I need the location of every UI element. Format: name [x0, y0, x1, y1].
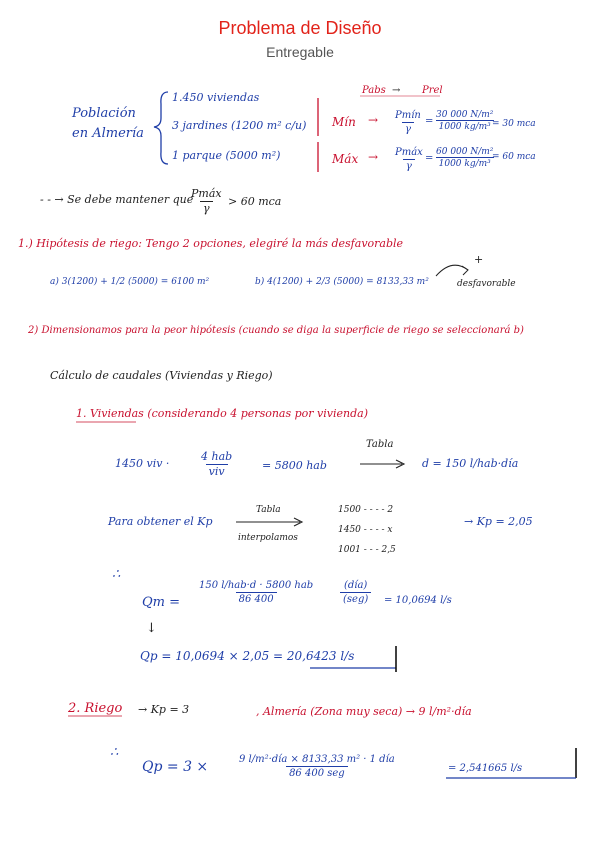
- habitantes-result: = 5800 hab: [262, 459, 327, 472]
- page-title: Problema de Diseño: [218, 18, 382, 38]
- riego-kp: → Kp = 3: [138, 703, 190, 716]
- section1-heading: 1.) Hipótesis de riego: Tengo 2 opciones, elegiré la más desfavorable: [18, 237, 404, 250]
- qp-riego-result: = 2,541665 l/s: [448, 763, 523, 774]
- pressure-max-rhs: $\frac{\text{60 000 N/m²}}{\text{1000 kg/m³}}$: [436, 147, 494, 170]
- hab-per-viv-fraction: 4 hab viv: [201, 450, 233, 478]
- therefore-symbol: ∴: [112, 567, 121, 582]
- down-arrow: ↓: [146, 621, 157, 636]
- document-page: Problema de Diseño Entregable Población en Almería 1.450 viviendas 3 jardines (1200 m² c/u) 1 parque (5000 m²) Pabs → Prel Mín → Pmín γ = $\frac{\text{30 000 N/m²}}{\text{1000 kg/m³}}$ = 30 mca Máx → Pmáx γ = $\frac{\text{60 000 N/m²}}{\text{1000 kg/m³}}$ = 60 mca - - → Se debe mantener que Pmáx γ > 60 mca 1.) Hipótesis de riego: Tengo 2 opciones, elegiré la más desfavorable a) 3(1200) + 1/2 (5000) = 6100 m² b) 4(1200) + 2/3 (5000) = 8133,33 m² + desfavorable 2) Dimensionamos para la peor hipótesis (cuando se diga la superficie de riego se seleccionará b) Cálculo de caudales (Viviendas y Riego) 1. Viviendas (considerando 4 personas por vivienda) 1450 viv · 4 hab viv = 5800 hab Tabla d = 150 l/hab·día Para obtener el Kp Tabla interpolamos 1500 - - - - 2 1450 - - - - x 1001 - - - 2,5 → Kp = 2,05 ∴ Qm = 150 l/hab·d · 5800 hab 86 400 (día) (seg) = 10,0694 l/s ↓ Qp = 10,0694 × 2,05 = 20,6423 l/s 2. Riego → Kp = 3 , Almería (Zona muy seca) → 9 l/m²·día ∴ Qp = 3 × 9 l/m²·día × 8133,33 m² · 1 día 86 400 seg = 2,541665 l/s: [0, 0, 600, 848]
- pressure-arrow: →: [392, 85, 401, 96]
- riego-heading: 2. Riego: [68, 701, 123, 716]
- tabla-label: Tabla: [366, 439, 394, 450]
- kp-label: Para obtener el Kp: [108, 515, 213, 528]
- qp-viviendas: Qp = 10,0694 × 2,05 = 20,6423 l/s: [140, 649, 355, 663]
- viviendas-heading: 1. Viviendas (considerando 4 personas por vivienda): [76, 407, 368, 420]
- population-item: 3 jardines (1200 m² c/u): [172, 119, 307, 132]
- condition-text: - - → Se debe mantener que: [40, 193, 194, 206]
- pressure-min-result: = 30 mca: [492, 119, 536, 129]
- population-label: Población en Almería: [72, 106, 144, 141]
- interp-row: 1450 - - - - x: [338, 525, 393, 535]
- qm-unit-fraction: (día) (seg): [340, 580, 371, 605]
- plus-sign: +: [474, 253, 484, 266]
- interpolamos-label: interpolamos: [238, 533, 298, 543]
- section2-heading: 2) Dimensionamos para la peor hipótesis (cuando se diga la superficie de riego se seleccionará b): [28, 325, 524, 336]
- kp-result: → Kp = 2,05: [464, 515, 533, 528]
- pressure-min-label: Mín: [332, 115, 356, 129]
- option-a: a) 3(1200) + 1/2 (5000) = 6100 m²: [50, 277, 210, 287]
- interp-row: 1001 - - - 2,5: [338, 545, 396, 555]
- therefore-symbol-2: ∴: [110, 745, 119, 760]
- qm-fraction: 150 l/hab·d · 5800 hab 86 400: [199, 580, 314, 605]
- qp-riego-label: Qp = 3 ×: [142, 759, 209, 775]
- population-item: 1 parque (5000 m²): [172, 149, 281, 162]
- desfavorable-note: desfavorable: [457, 279, 516, 289]
- dotacion: d = 150 l/hab·día: [422, 457, 519, 470]
- pressure-max-fraction: Pmáx γ: [395, 147, 423, 172]
- interp-row: 1500 - - - - 2: [338, 505, 394, 515]
- condition-rhs: > 60 mca: [228, 195, 282, 208]
- condition-fraction: Pmáx γ: [191, 187, 222, 215]
- pressure-max-label: Máx: [332, 152, 359, 166]
- pressure-to: Prel: [422, 85, 443, 96]
- pressure-min-rhs: $\frac{\text{30 000 N/m²}}{\text{1000 kg/m³}}$: [436, 110, 494, 133]
- pressure-max-result: = 60 mca: [492, 152, 536, 162]
- qm-label: Qm =: [142, 595, 181, 610]
- viviendas-calc: 1450 viv ·: [115, 457, 170, 470]
- almeria-dotacion: , Almería (Zona muy seca) → 9 l/m²·día: [256, 705, 472, 718]
- population-item: 1.450 viviendas: [172, 91, 260, 104]
- pressure-min-fraction: Pmín γ: [395, 110, 421, 135]
- option-b: b) 4(1200) + 2/3 (5000) = 8133,33 m²: [255, 277, 429, 287]
- caudales-heading: Cálculo de caudales (Viviendas y Riego): [50, 369, 273, 382]
- qm-result: = 10,0694 l/s: [384, 595, 452, 606]
- tabla-label-2: Tabla: [256, 505, 281, 515]
- qp-riego-fraction: 9 l/m²·día × 8133,33 m² · 1 día 86 400 seg: [239, 754, 395, 779]
- pressure-from: Pabs: [362, 85, 386, 96]
- page-subtitle: Entregable: [266, 44, 334, 60]
